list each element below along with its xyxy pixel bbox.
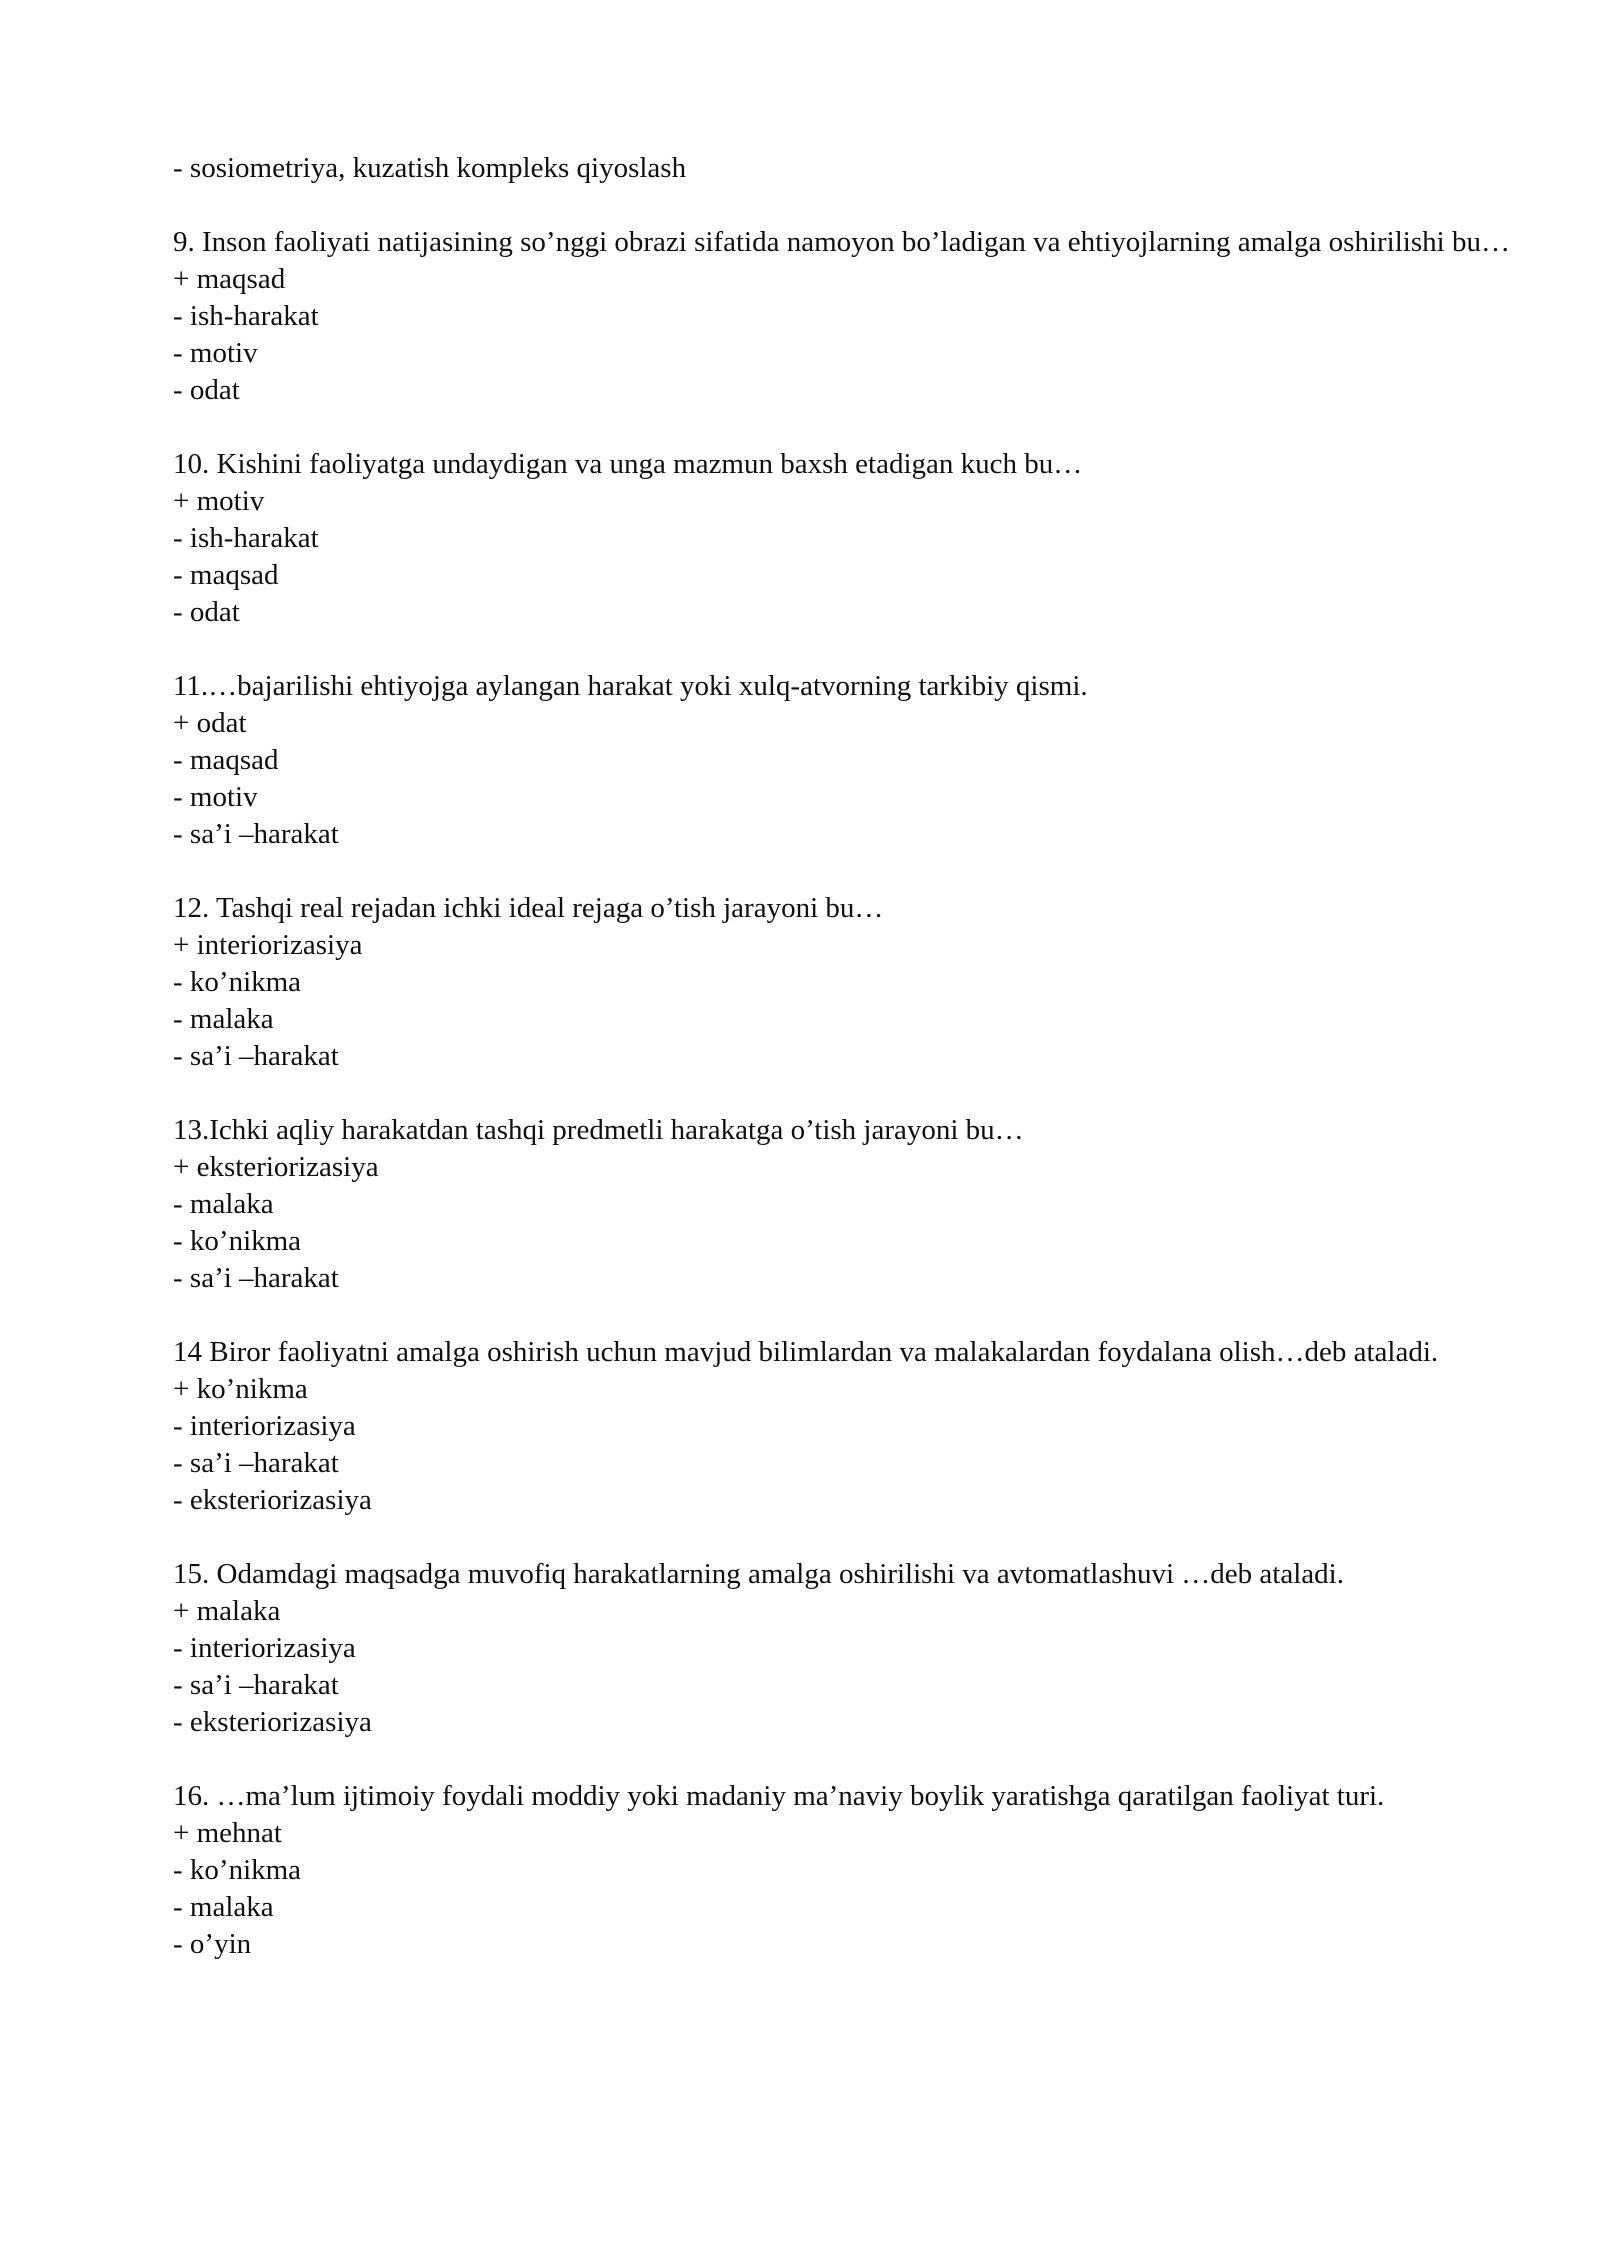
answer-item: + mehnat: [173, 1817, 282, 1849]
answer-item: - interiorizasiya: [173, 1632, 356, 1664]
answer-item: - malaka: [173, 1891, 274, 1923]
answer-item: - maqsad: [173, 559, 279, 591]
answer-item: - malaka: [173, 1003, 274, 1035]
answer-item: - motiv: [173, 781, 258, 813]
answer-item: + motiv: [173, 485, 265, 517]
answer-list: [173, 705, 1513, 853]
answer-item: - sa’i –harakat: [173, 1040, 339, 1072]
answer-item: - sa’i –harakat: [173, 818, 339, 850]
answer-item: - eksteriorizasiya: [173, 1706, 372, 1738]
answer-list: [173, 1815, 1513, 1963]
answer-item: - o’yin: [173, 1928, 252, 1960]
question-text: 11.…bajarilishi ehtiyojga aylangan harakat yoki xulq-atvorning tarkibiy qismi.: [173, 670, 1088, 702]
answer-item: - ish-harakat: [173, 300, 319, 332]
answer-item: - motiv: [173, 337, 258, 369]
question-block: [173, 668, 1513, 853]
answer-item: - odat: [173, 374, 240, 406]
question-text: 13.Ichki aqliy harakatdan tashqi predmetli harakatga o’tish jarayoni bu…: [173, 1114, 1024, 1146]
answer-item: - ish-harakat: [173, 522, 319, 554]
answer-item: - sa’i –harakat: [173, 1262, 339, 1294]
answer-item: - malaka: [173, 1188, 274, 1220]
answer-item: + ko’nikma: [173, 1373, 308, 1405]
question-text: 12. Tashqi real rejadan ichki ideal rejaga o’tish jarayoni bu…: [173, 892, 884, 924]
question-block: [173, 1334, 1513, 1519]
answer-item: + maqsad: [173, 263, 286, 295]
question-block: [173, 1556, 1513, 1741]
answer-item: - ko’nikma: [173, 966, 302, 998]
answer-item: - sa’i –harakat: [173, 1669, 339, 1701]
answer-item: + malaka: [173, 1595, 281, 1627]
answer-list: [173, 483, 1513, 631]
answer-list: [173, 1371, 1513, 1519]
answer-list: [173, 927, 1513, 1075]
document-page: [173, 150, 1513, 1963]
question-text: 9. Inson faoliyati natijasining so’nggi obrazi sifatida namoyon bo’ladigan va ehtiyojlarning amalga oshirilishi bu…: [173, 226, 1510, 258]
answer-item: - interiorizasiya: [173, 1410, 356, 1442]
answer-list: [173, 1149, 1513, 1297]
answer-item: + eksteriorizasiya: [173, 1151, 379, 1183]
answer-item: - maqsad: [173, 744, 279, 776]
answer-item: - odat: [173, 596, 240, 628]
question-block: [173, 1112, 1513, 1297]
question-text: 10. Kishini faoliyatga undaydigan va unga mazmun baxsh etadigan kuch bu…: [173, 448, 1083, 480]
answer-item: + interiorizasiya: [173, 929, 363, 961]
question-text: 16. …ma’lum ijtimoiy foydali moddiy yoki madaniy ma’naviy boylik yaratishga qaratilgan faoliyat turi.: [173, 1780, 1385, 1812]
answer-list: [173, 261, 1513, 409]
question-block: [173, 446, 1513, 631]
question-text: 14 Biror faoliyatni amalga oshirish uchun mavjud bilimlardan va malakalardan foydalana olish…deb ataladi.: [173, 1336, 1439, 1368]
answer-item: + odat: [173, 707, 247, 739]
answer-item: - ko’nikma: [173, 1225, 302, 1257]
question-block: [173, 1778, 1513, 1963]
question-text: 15. Odamdagi maqsadga muvofiq harakatlarning amalga oshirilishi va avtomatlashuvi …deb ataladi.: [173, 1558, 1344, 1590]
answer-item: - sa’i –harakat: [173, 1447, 339, 1479]
question-block: [173, 890, 1513, 1075]
answer-item: - ko’nikma: [173, 1854, 302, 1886]
question-block: [173, 224, 1513, 409]
intro-line: - sosiometriya, kuzatish kompleks qiyoslash: [173, 152, 687, 184]
answer-list: [173, 1593, 1513, 1741]
answer-item: - eksteriorizasiya: [173, 1484, 372, 1516]
